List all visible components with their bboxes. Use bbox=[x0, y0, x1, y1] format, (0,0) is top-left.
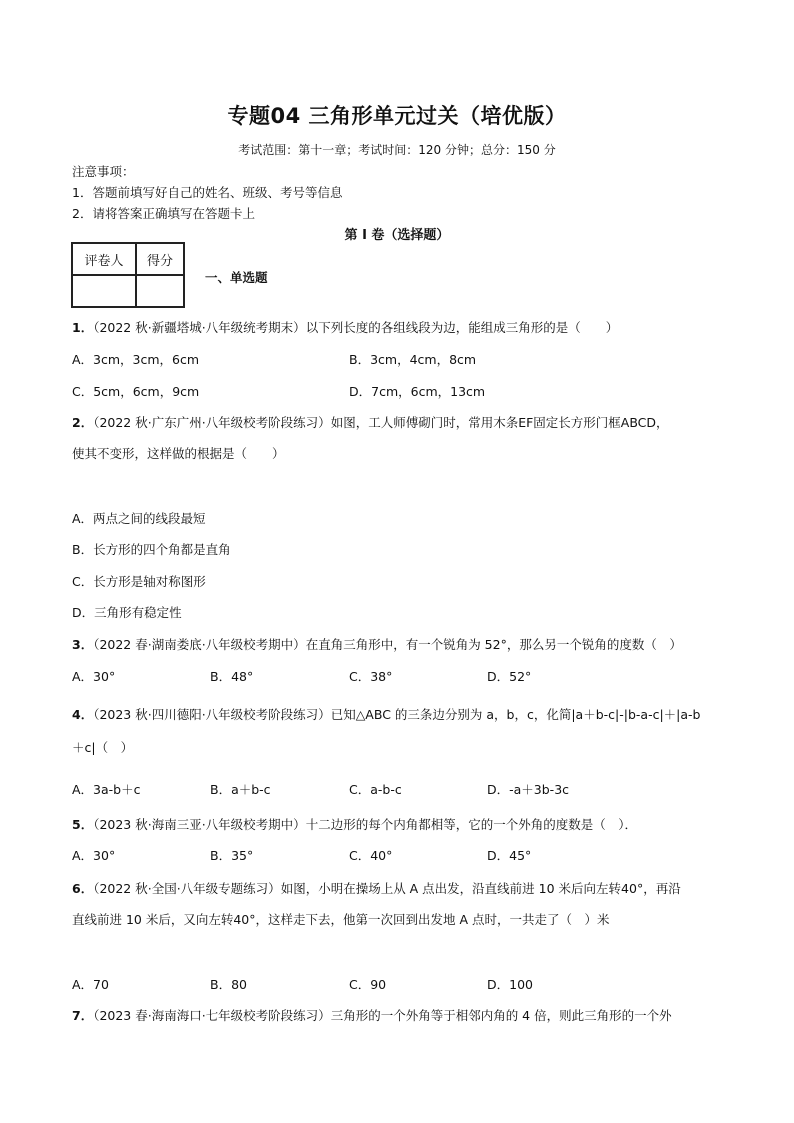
score-table bbox=[71, 242, 185, 308]
question-number: 6． bbox=[72, 881, 94, 896]
question-number: 7． bbox=[72, 1008, 94, 1023]
question-source: （2022 春·湖南娄底·八年级校考期中） bbox=[93, 637, 306, 652]
question-7 bbox=[72, 1006, 672, 1024]
score-cell bbox=[136, 275, 184, 307]
option-c: C．90 bbox=[349, 977, 387, 992]
notice-heading: 注意事项： bbox=[72, 164, 135, 179]
question-text: 如图，工人师傅砌门时，常用木条EF固定长方形门框ABCD， bbox=[330, 415, 669, 430]
question-6 bbox=[72, 879, 681, 897]
option-c: C．40° bbox=[349, 848, 393, 863]
option-b: B．3cm，4cm，8cm bbox=[349, 352, 477, 367]
question-text: 如图，小明在操场上从 A 点出发，沿直线前进 10 米后向左转40°，再沿 bbox=[280, 881, 681, 896]
option-c: C．5cm，6cm，9cm bbox=[72, 384, 200, 399]
question-number: 3． bbox=[72, 637, 94, 652]
section-title: 第 I 卷（选择题） bbox=[344, 228, 450, 243]
question-2 bbox=[72, 413, 669, 431]
option-a: A．3a-b＋c bbox=[72, 782, 141, 797]
option-c: C．38° bbox=[349, 669, 393, 684]
question-number: 4． bbox=[72, 707, 94, 722]
question-source: （2023 春·海南海口·七年级校考阶段练习） bbox=[93, 1008, 331, 1023]
question-text-cont: ＋c|（ ） bbox=[72, 740, 134, 755]
option-d: D．7cm，6cm，13cm bbox=[349, 384, 486, 399]
question-number: 2． bbox=[72, 415, 94, 430]
question-text: 三角形的一个外角等于相邻内角的 4 倍，则此三角形的一个外 bbox=[330, 1008, 672, 1023]
option-d: D．三角形有稳定性 bbox=[72, 605, 182, 620]
option-a: A．3cm，3cm，6cm bbox=[72, 352, 200, 367]
question-text: 以下列长度的各组线段为边，能组成三角形的是（ ） bbox=[305, 320, 619, 335]
question-source: （2022 秋·全国·八年级专题练习） bbox=[93, 881, 281, 896]
option-c: C．长方形是轴对称图形 bbox=[72, 574, 206, 589]
option-a: A．30° bbox=[72, 848, 116, 863]
question-number: 1． bbox=[72, 320, 94, 335]
question-source: （2023 秋·四川德阳·八年级校考阶段练习） bbox=[93, 707, 331, 722]
question-text-cont: 直线前进 10 米后，又向左转40°，这样走下去，他第一次回到出发地 A 点时，一共走了（ ）米 bbox=[72, 912, 610, 927]
question-source: （2023 秋·海南三亚·八年级校考期中） bbox=[93, 817, 306, 832]
question-text-cont: 使其不变形，这样做的根据是（ ） bbox=[72, 446, 285, 461]
question-text: 在直角三角形中，有一个锐角为 52°，那么另一个锐角的度数（ ） bbox=[305, 637, 682, 652]
score-header: 得分 bbox=[136, 243, 184, 275]
part-heading: 一、单选题 bbox=[205, 270, 268, 285]
option-a: A．70 bbox=[72, 977, 109, 992]
option-d: D．52° bbox=[487, 669, 532, 684]
option-c: C．a-b-c bbox=[349, 782, 402, 797]
notice-item: 1．答题前填写好自己的姓名、班级、考号等信息 bbox=[72, 185, 343, 200]
option-b: B．35° bbox=[210, 848, 254, 863]
option-d: D．-a＋3b-3c bbox=[487, 782, 570, 797]
question-number: 5． bbox=[72, 817, 94, 832]
question-source: （2022 秋·新疆塔城·八年级统考期末） bbox=[93, 320, 306, 335]
question-text: 已知△ABC 的三条边分别为 a，b，c，化简|a＋b-c|-|b-a-c|＋|a-b bbox=[330, 707, 701, 722]
page-title: 专题04 三角形单元过关（培优版） bbox=[227, 104, 567, 128]
grader-header: 评卷人 bbox=[72, 243, 136, 275]
option-b: B．a＋b-c bbox=[210, 782, 271, 797]
option-a: A．两点之间的线段最短 bbox=[72, 511, 206, 526]
option-b: B．长方形的四个角都是直角 bbox=[72, 542, 231, 557]
question-4 bbox=[72, 705, 701, 723]
grader-cell bbox=[72, 275, 136, 307]
notice-item: 2．请将答案正确填写在答题卡上 bbox=[72, 206, 255, 221]
option-d: D．45° bbox=[487, 848, 532, 863]
option-b: B．48° bbox=[210, 669, 254, 684]
question-source: （2022 秋·广东广州·八年级校考阶段练习） bbox=[93, 415, 331, 430]
question-3 bbox=[72, 635, 682, 653]
option-a: A．30° bbox=[72, 669, 116, 684]
option-d: D．100 bbox=[487, 977, 533, 992]
exam-info: 考试范围：第十一章；考试时间：120 分钟；总分：150 分 bbox=[238, 143, 556, 157]
option-b: B．80 bbox=[210, 977, 247, 992]
question-1 bbox=[72, 318, 618, 336]
question-5 bbox=[72, 815, 637, 833]
question-text: 十二边形的每个内角都相等，它的一个外角的度数是（ ）． bbox=[305, 817, 637, 832]
